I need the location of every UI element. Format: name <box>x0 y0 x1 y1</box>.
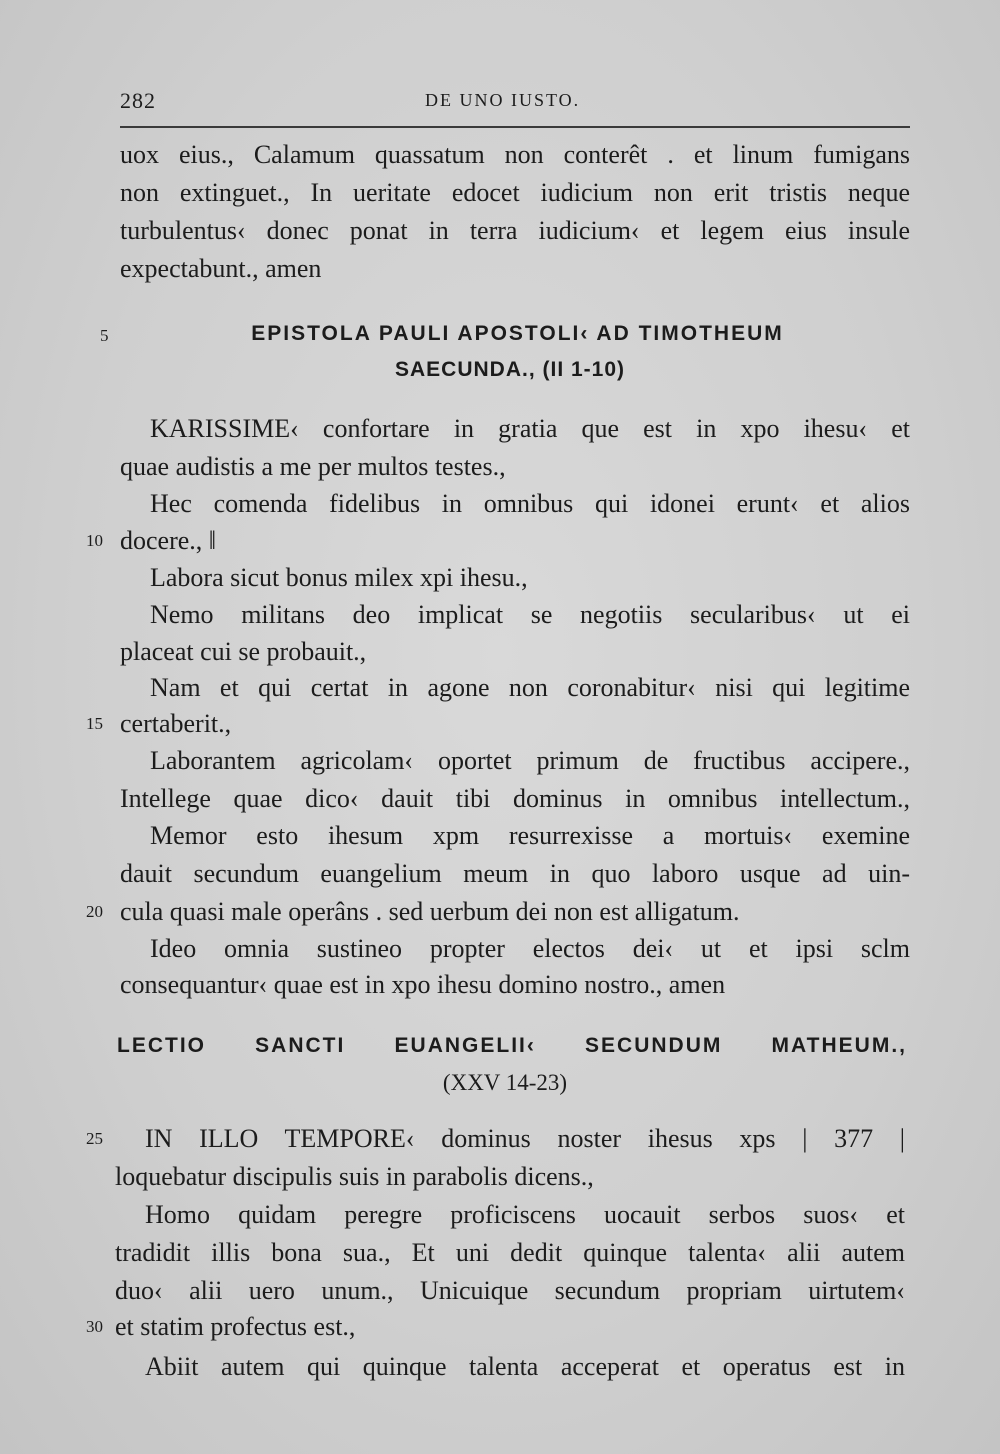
text-line: turbulentus‹ donec ponat in terra iudicium‹ et legem eius insule <box>120 216 910 245</box>
line-number: 20 <box>86 902 103 921</box>
text-line: Ideo omnia sustineo propter electos dei‹ ut et ipsi sclm <box>150 934 910 963</box>
text-line: non extinguet., In ueritate edocet iudicium non erit tristis neque <box>120 178 910 207</box>
text-line: cula quasi male operâns . sed uerbum dei non est alligatum. <box>120 897 740 926</box>
text-line: uox eius., Calamum quassatum non conterêt . et linum fumigans <box>120 140 910 169</box>
text-line: Nemo militans deo implicat se negotiis secularibus‹ ut ei <box>150 600 910 629</box>
section-heading: EPISTOLA PAULI APOSTOLI‹ AD TIMOTHEUM <box>251 322 784 345</box>
text-line: Intellege quae dico‹ dauit tibi dominus in omnibus intellectum., <box>120 784 910 813</box>
text-line: tradidit illis bona sua., Et uni dedit quinque talenta‹ alii autem <box>115 1238 905 1267</box>
line-number: 10 <box>86 531 103 550</box>
text-line: Memor esto ihesum xpm resurrexisse a mortuis‹ exemine <box>150 821 910 850</box>
text-line: IN ILLO TEMPORE‹ dominus noster ihesus xps | 377 | <box>145 1124 905 1153</box>
section-heading: LECTIO SANCTI EUANGELII‹ SECUNDUM MATHEUM., <box>117 1034 907 1057</box>
text-line: loquebatur discipulis suis in parabolis dicens., <box>115 1162 594 1191</box>
running-title: DE UNO IUSTO. <box>425 90 581 110</box>
text-line: Hec comenda fidelibus in omnibus qui idonei erunt‹ et alios <box>150 489 910 518</box>
text-line: Laborantem agricolam‹ oportet primum de fructibus accipere., <box>150 746 910 775</box>
text-line: duo‹ alii uero unum., Unicuique secundum propriam uirtutem‹ <box>115 1276 905 1305</box>
text-line: Abiit autem qui quinque talenta acceperat et operatus est in <box>145 1352 905 1381</box>
page-number: 282 <box>120 88 156 113</box>
line-number: 30 <box>86 1317 103 1336</box>
text-line: Homo quidam peregre proficiscens uocauit serbos suos‹ et <box>145 1200 905 1229</box>
text-line: docere., ‖ <box>120 526 217 555</box>
text-line: certaberit., <box>120 709 232 738</box>
text-line: expectabunt., amen <box>120 254 322 283</box>
line-number: 5 <box>100 326 109 345</box>
section-heading-subtitle: (XXV 14-23) <box>442 1070 568 1095</box>
text-line: quae audistis a me per multos testes., <box>120 452 506 481</box>
text-line: Nam et qui certat in agone non coronabitur‹ nisi qui legitime <box>150 673 910 702</box>
text-line: dauit secundum euangelium meum in quo laboro usque ad uin- <box>120 859 910 888</box>
line-number: 25 <box>86 1129 103 1148</box>
header-rule <box>120 126 910 128</box>
text-line: Labora sicut bonus milex xpi ihesu., <box>150 563 528 592</box>
line-number: 15 <box>86 714 103 733</box>
text-line: placeat cui se probauit., <box>120 637 367 666</box>
text-line: et statim profectus est., <box>115 1312 356 1341</box>
page-header <box>120 86 910 126</box>
text-line: KARISSIME‹ confortare in gratia que est in xpo ihesu‹ et <box>150 414 910 443</box>
section-heading-subtitle: SAECUNDA., (II 1-10) <box>394 358 626 381</box>
text-line: consequantur‹ quae est in xpo ihesu domino nostro., amen <box>120 970 726 999</box>
